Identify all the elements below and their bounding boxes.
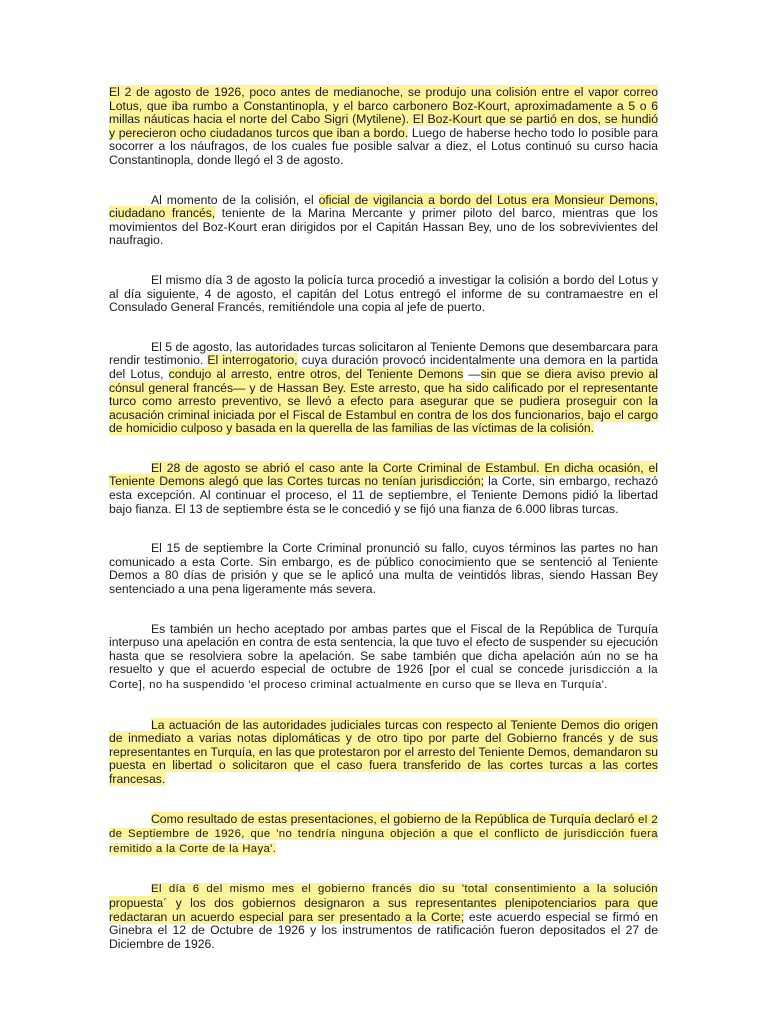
highlighted-text: El 2 de agosto de 1926, poco antes de medianoche, se produjo una colisión entre el vapor correo Lotus, que iba rumbo a Constantinopla, y el barco carbonero Boz-Kourt, aproximadamente a 5 o 6 millas náuticas hacia el norte del Cabo Sigri (Mytilene). El Boz-Kourt que se partió en dos, se hundió y perecieron ocho ciudadanos turcos que iban a bordo. xyxy=(109,85,658,140)
document-body xyxy=(109,86,658,951)
text-run: El 5 de agosto, las autoridades turcas solicitaron al Teniente Demons que desembarcara para rendir testimonio. xyxy=(109,339,658,368)
text-run: — xyxy=(463,366,481,381)
text-run: El 15 de septiembre la Corte Criminal pronunció su fallo, cuyos términos las partes no han comunicado a esta Corte. Sin embargo, es de público conocimiento que se sentenció al Teniente Demos a 80 días de prisión y que se le aplicó una multa de veintidós libras, siendo Hassan Bey sentenciado a una pena ligeramente más severa. xyxy=(109,541,658,597)
text-run: Es también un hecho aceptado por ambas partes que el Fiscal de la República de Turquía interpuso una apelación en contra de esta sentencia, la que tuvo el efecto de suspender su ejecución hasta que se resolviera sobre la apelación. Se sabe también que dicha apelación aún no se ha resuelto y que el acuerdo especial de octubre de 1926 [por el cual se concede xyxy=(109,621,658,677)
paragraph-1 xyxy=(109,86,658,168)
highlighted-text: oficial de vigilancia a bordo del Lotus era Monsieur Demons, ciudadano francés, xyxy=(109,192,659,221)
paragraph-7 xyxy=(109,623,658,693)
text-run: teniente de la Marina Mercante y primer piloto del barco, mientras que los movimientos del Boz-Kourt eran dirigidos por el Capitán Hassan Bey, uno de los sobrevivientes del naufragio. xyxy=(109,206,658,248)
highlighted-text: sin que se diera aviso previo al cónsul general francés— y de Hassan Bey. Este arresto, que ha sido calificado por el representante turco como arresto preventivo, se llevó a efecto para asegurar que se pudiera proseguir con la acusación criminal iniciada por el Fiscal de Estambul en contra de los dos funcionarios, bajo el cargo de homicidio culposo y basada en la querella de las familias de las víctimas de la colisión. xyxy=(109,366,658,436)
paragraph-2 xyxy=(109,194,658,248)
paragraph-5 xyxy=(109,462,658,516)
highlighted-text: El día 6 del mismo mes el gobierno francés dio su 'total consentimiento a la solución xyxy=(151,883,658,896)
highlighted-text: Como resultado de estas presentaciones, el gobierno de la República de Turquía declaró xyxy=(151,811,639,826)
paragraph-9 xyxy=(109,813,658,857)
highlighted-text: El interrogatorio, xyxy=(207,353,298,368)
text-run: la Corte, sin embargo, rechazó esta excepción. Al continuar el proceso, el 11 de septiembre, el Teniente Demons pidió la libertad bajo fianza. El 13 de septiembre ésta se le concedió y se fijó una fianza de 6.000 libras turcas. xyxy=(109,474,658,516)
text-run: cuya duración provocó incidentalmente una demora en la partida del Lotus, xyxy=(109,353,658,381)
paragraph-4 xyxy=(109,341,658,436)
paragraph-3 xyxy=(109,274,658,315)
paragraph-8 xyxy=(109,719,658,787)
text-run: Luego de haberse hecho todo lo posible para socorrer a los náufragos, de los cuales fue posible salvar a diez, el Lotus continuó su curso hacia Constantinopla, donde llegó el 3 de agosto. xyxy=(109,125,658,167)
highlighted-text: El 28 de agosto se abrió el caso ante la Corte Criminal de Estambul. En dicha ocasión, el Teniente Demons alegó que las Cortes turcas no tenían jurisdicción; xyxy=(109,460,658,489)
paragraph-6 xyxy=(109,542,658,596)
highlighted-text: propuesta´ y los dos gobiernos designaron a sus representantes plenipotenciarios para que redactaran un acuerdo especial para ser presentado a la Corte; xyxy=(109,895,658,924)
text-run: Al momento de la colisión, el xyxy=(151,192,319,207)
highlighted-text: el 2 de Septiembre de 1926, que 'no tendría ninguna objeción a que el conflicto de jurisdicción fuera remitido a la Corte de la Haya'. xyxy=(109,813,658,855)
highlighted-text: La actuación de las autoridades judiciales turcas con respecto al Teniente Demos dio origen de inmediato a varias notas diplomáticas y de otro tipo por parte del Gobierno francés y de sus representantes en Turquía, en las que protestaron por el arresto del Teniente Demos, demandaron su puesta en libertad o solicitaron que el caso fuera transferido de las cortes turcas a las cortes francesas. xyxy=(109,717,658,786)
highlighted-text: condujo al arresto, entre otros, del Teniente Demons xyxy=(168,366,464,381)
paragraph-10 xyxy=(109,882,658,951)
text-run: jurisdicción a la Corte], no ha suspendido 'el proceso criminal actualmente en curso que se lleva en Turquía'. xyxy=(109,664,658,691)
text-run: este acuerdo especial se firmó en Ginebra el 12 de Octubre de 1926 y los instrumentos de ratificación fueron depositados el 27 de Diciembre de 1926. xyxy=(109,909,658,951)
text-run: El mismo día 3 de agosto la policía turca procedió a investigar la colisión a bordo del Lotus y al día siguiente, 4 de agosto, el capitán del Lotus entregó el informe de su contramaestre en el Consulado General Francés, remitiéndole una copia al jefe de puerto. xyxy=(109,272,658,315)
